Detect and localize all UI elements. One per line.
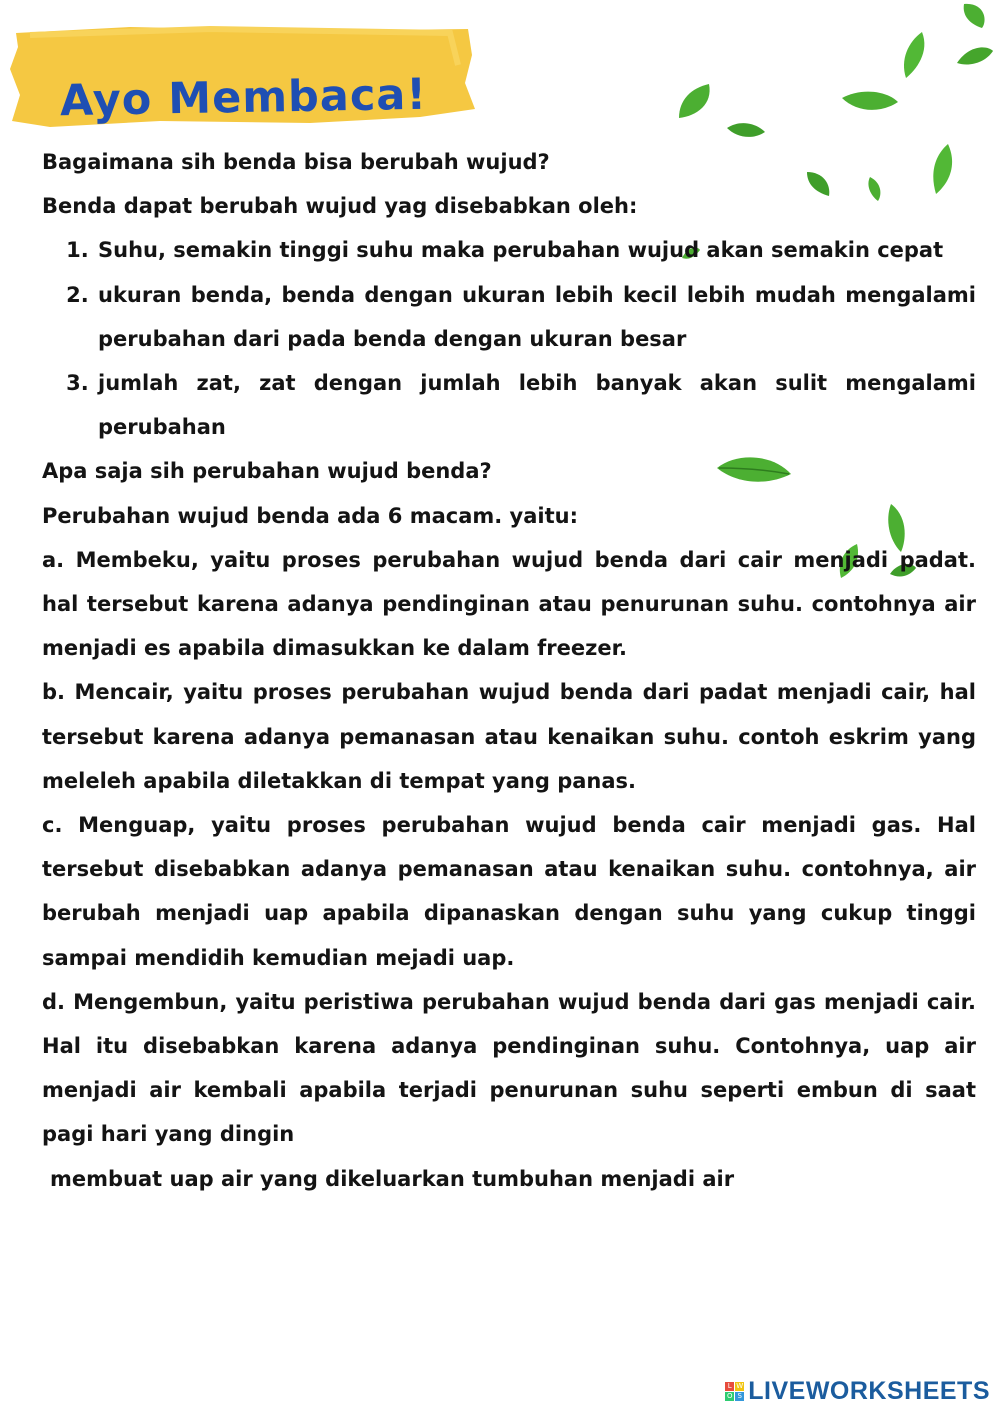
intro-text: Benda dapat berubah wujud yag disebabkan oleh: [42, 194, 638, 219]
intro-text: Perubahan wujud benda ada 6 macam. yaitu: [42, 503, 579, 528]
liveworksheets-watermark [725, 1376, 990, 1406]
brand-text: LIVEWORKSHEETS [748, 1376, 990, 1405]
question-heading: Apa saja sih perubahan wujud benda? [42, 459, 492, 484]
reading-content [42, 140, 976, 1201]
list-item: 3. jumlah zat, zat dengan jumlah lebih banyak akan sulit mengalami perubahan [96, 361, 976, 449]
leaf-icon [725, 120, 767, 140]
leaf-icon [840, 88, 900, 114]
factor-list [42, 228, 976, 449]
leaf-icon [900, 30, 930, 80]
title-banner [10, 25, 475, 130]
liveworksheets-logo-icon: L W O S [726, 1381, 744, 1400]
paragraph-mencair: b. Mencair, yaitu proses perubahan wujud benda dari padat menjadi cair, hal tersebut karena adanya pemanasan atau kenaikan suhu. contoh eskrim yang meleleh apabila diletakkan di tempat yang panas. [42, 680, 976, 793]
question-heading: Bagaimana sih benda bisa berubah wujud? [42, 150, 550, 174]
paragraph-mengembun: d. Mengembun, yaitu peristiwa perubahan wujud benda dari gas menjadi cair. Hal itu disebabkan karena adanya pendinginan suhu. Contohnya, uap air menjadi air kembali apabila terjadi penurunan suhu seperti embun di saat pagi hari yang dingin [42, 989, 976, 1147]
paragraph-membeku: a. Membeku, yaitu proses perubahan wujud benda dari cair menjadi padat. hal tersebut karena adanya pendinginan atau penurunan suhu. contohnya air menjadi es apabila dimasukkan ke dalam freezer. [42, 547, 976, 661]
paragraph-mengembun-end: membuat uap air yang dikeluarkan tumbuhan menjadi air [50, 1166, 735, 1191]
list-item: 2. ukuran benda, benda dengan ukuran lebih kecil lebih mudah mengalami perubahan dari pada benda dengan ukuran besar [96, 273, 976, 361]
leaf-icon [955, 45, 995, 67]
list-item: 1. Suhu, semakin tinggi suhu maka perubahan wujud akan semakin cepat [96, 228, 976, 272]
paragraph-menguap: c. Menguap, yaitu proses perubahan wujud benda cair menjadi gas. Hal tersebut disebabkan adanya pemanasan atau kenaikan suhu. contohnya, air berubah menjadi uap apabila dipanaskan dengan suhu yang cukup tinggi sampai mendidih kemudian mejadi uap. [42, 813, 976, 970]
page-title: Ayo Membaca! [59, 69, 428, 127]
leaf-icon [960, 0, 990, 30]
leaf-icon [675, 82, 713, 120]
